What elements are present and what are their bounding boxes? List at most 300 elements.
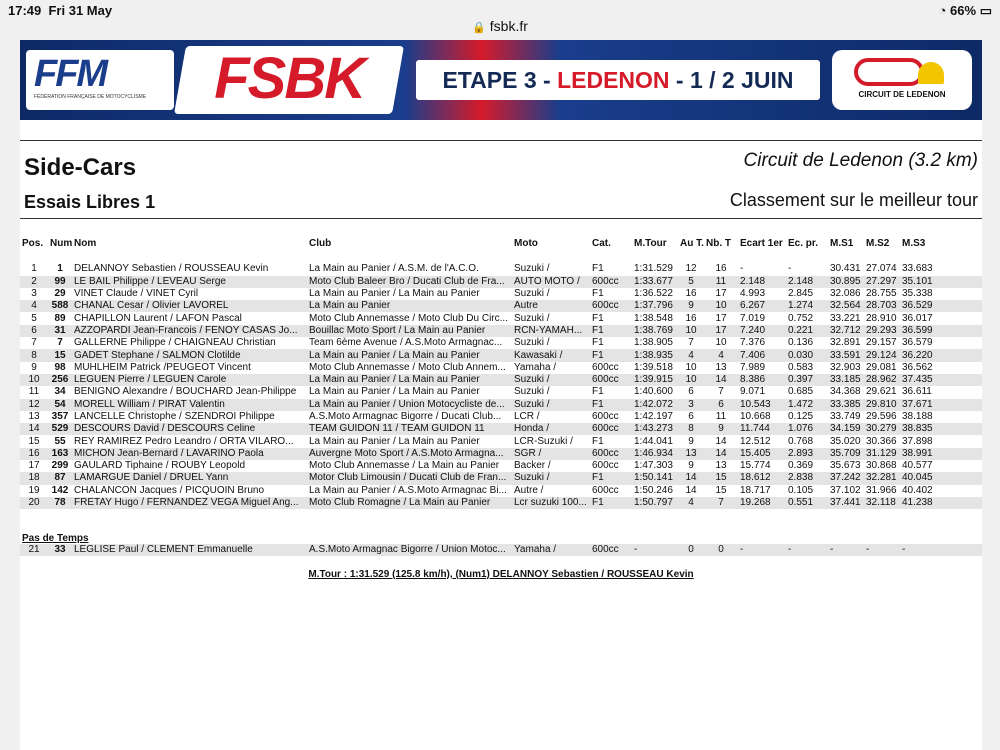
cell-cat: F1 xyxy=(590,399,632,411)
cell-best-lap: 1:50.141 xyxy=(632,472,678,484)
cell-pos: 12 xyxy=(20,399,48,411)
cell-pos: 4 xyxy=(20,300,48,312)
cell-club: La Main au Panier / A.S.M. de l'A.C.O. xyxy=(309,263,479,275)
cell-best-s1: 32.903 xyxy=(830,361,861,373)
cell-gap-first: 15.405 xyxy=(738,448,786,460)
table-row xyxy=(20,337,982,349)
cell-gap-prev: 0.221 xyxy=(786,325,828,337)
cell-lap-of-best: 9 xyxy=(678,300,704,312)
cell-lap-of-best: 3 xyxy=(678,399,704,411)
cell-club: Bouillac Moto Sport / La Main au Panier xyxy=(307,325,512,337)
cell-gap-prev: 1.274 xyxy=(786,300,828,312)
cell-num: 299 xyxy=(51,460,69,472)
cell-pos: 10 xyxy=(20,374,48,386)
cell-num: 99 xyxy=(48,276,72,288)
cell-cat: 600cc xyxy=(590,276,632,288)
column-header-club: Club xyxy=(309,237,332,249)
cell-best-s3: 38.188 xyxy=(902,411,933,422)
cell-num: 588 xyxy=(48,300,72,312)
cell-club: La Main au Panier / La Main au Panier xyxy=(309,435,480,447)
cell-best-s2: 29.621 xyxy=(866,386,897,398)
cell-lap-of-best: 10 xyxy=(678,325,704,337)
cell-lap-of-best: 16 xyxy=(685,288,697,300)
cell-moto: Autre xyxy=(512,300,590,312)
cell-num: 55 xyxy=(54,435,66,447)
cell-cat: F1 xyxy=(590,497,632,509)
battery-icon: ▭ xyxy=(979,3,992,18)
cell-best-s2: 29.596 xyxy=(866,411,897,422)
cell-best-lap: 1:38.905 xyxy=(634,337,673,349)
cell-best-s3: 41.238 xyxy=(900,497,936,509)
cell-best-lap: 1:46.934 xyxy=(632,448,678,460)
no-time-heading: Pas de Temps xyxy=(22,533,89,544)
cell-pos: 5 xyxy=(31,312,37,324)
cell-gap-prev: 0.583 xyxy=(788,361,814,373)
cell-best-lap: - xyxy=(632,544,678,556)
cell-best-lap: 1:50.246 xyxy=(634,484,673,496)
cell-lap-of-best: 4 xyxy=(678,497,704,509)
cell-laps: 14 xyxy=(715,435,727,447)
cell-num: 7 xyxy=(57,337,63,349)
cell-best-s1: 32.891 xyxy=(830,337,861,349)
event-dates: - 1 / 2 JUIN xyxy=(669,67,794,93)
cell-best-s2: 29.293 xyxy=(864,325,900,337)
clock: 17:49 xyxy=(8,3,42,18)
table-row xyxy=(20,276,982,288)
cell-laps: 10 xyxy=(715,337,727,349)
cell-best-s3: 38.991 xyxy=(900,448,936,460)
cell-moto: Honda / xyxy=(512,423,590,435)
cell-num: 78 xyxy=(48,497,72,509)
cell-lap-of-best: 16 xyxy=(685,312,697,324)
cell-pos: 19 xyxy=(28,484,40,496)
cell-name: AZZOPARDI Jean-Francois / FENOY CASAS Jo... xyxy=(72,325,307,337)
cell-moto: LCR-Suzuki / xyxy=(514,435,573,447)
circuit-logo xyxy=(832,50,972,110)
cell-num: 34 xyxy=(54,386,66,398)
table-row xyxy=(20,312,982,324)
cell-name: LAMARGUE Daniel / DRUEL Yann xyxy=(72,472,307,484)
cell-num: 87 xyxy=(48,472,72,484)
cell-club: La Main au Panier xyxy=(307,300,512,312)
cell-gap-first: 7.989 xyxy=(740,361,766,373)
cell-moto: Yamaha / xyxy=(512,544,590,556)
cell-gap-prev: 0.768 xyxy=(788,435,814,447)
cell-best-s3: 37.898 xyxy=(902,435,933,447)
table-row xyxy=(20,485,982,497)
circuit-track-icon xyxy=(854,58,924,86)
cell-best-lap: 1:43.273 xyxy=(632,423,678,435)
cell-best-s2: 32.118 xyxy=(864,497,900,509)
cell-laps: 9 xyxy=(704,423,738,435)
cell-best-s3: 36.562 xyxy=(902,361,933,373)
cell-laps: 17 xyxy=(704,325,738,337)
session-title: Essais Libres 1 xyxy=(24,192,156,212)
table-row xyxy=(20,448,982,460)
cell-gap-prev: 0.125 xyxy=(788,411,814,422)
cell-cat: F1 xyxy=(590,472,632,484)
cell-cat: 600cc xyxy=(592,484,619,496)
cell-pos: 13 xyxy=(28,411,40,422)
divider xyxy=(20,218,982,219)
table-row xyxy=(20,300,982,312)
cell-moto: Suzuki / xyxy=(512,374,590,386)
cell-best-s3: 40.045 xyxy=(900,472,936,484)
cell-best-lap: 1:31.529 xyxy=(634,263,673,275)
cell-name: BENIGNO Alexandre / BOUCHARD Jean-Philippe xyxy=(74,386,297,398)
column-header-laps: Nb. T xyxy=(706,237,731,249)
cell-laps: 13 xyxy=(715,460,727,472)
cell-best-lap: 1:42.072 xyxy=(632,399,678,411)
cell-gap-first: 7.019 xyxy=(740,312,766,324)
cell-gap-prev: - xyxy=(786,544,828,556)
cell-gap-prev: 2.148 xyxy=(786,276,828,288)
table-row xyxy=(20,423,982,435)
cell-laps: 15 xyxy=(704,472,738,484)
cell-lap-of-best: 7 xyxy=(688,337,694,349)
cell-name: LEGLISE Paul / CLEMENT Emmanuelle xyxy=(72,544,307,556)
cell-gap-first: 7.240 xyxy=(738,325,786,337)
table-row xyxy=(20,435,982,447)
cell-gap-first: 18.612 xyxy=(738,472,786,484)
cell-best-s3: 36.220 xyxy=(900,349,936,361)
cell-laps: 13 xyxy=(715,361,727,373)
cell-num: 29 xyxy=(54,288,66,300)
cell-laps: 10 xyxy=(704,300,738,312)
cell-best-s1: 34.368 xyxy=(830,386,861,398)
cell-lap-of-best: 10 xyxy=(685,361,697,373)
cell-gap-prev: 0.551 xyxy=(786,497,828,509)
cell-name: LEGUEN Pierre / LEGUEN Carole xyxy=(72,374,307,386)
lock-icon: 🔒 xyxy=(472,22,486,34)
battery-level: 66% xyxy=(950,3,977,18)
cell-club: Moto Club Annemasse / Moto Club Du Circ... xyxy=(309,312,508,324)
cell-gap-first: 10.668 xyxy=(740,411,771,422)
cell-laps: 11 xyxy=(715,411,727,422)
column-header-best-s2: M.S2 xyxy=(866,237,890,249)
cell-best-s3: 37.435 xyxy=(900,374,936,386)
cell-moto: Suzuki / xyxy=(514,312,550,324)
cell-best-s1: 32.712 xyxy=(828,325,864,337)
event-banner xyxy=(20,40,982,120)
cell-pos: 18 xyxy=(20,472,48,484)
cell-moto: RCN-YAMAH... xyxy=(512,325,590,337)
cell-name: GAULARD Tiphaine / ROUBY Leopold xyxy=(74,460,246,472)
cell-lap-of-best: 4 xyxy=(678,349,704,361)
cell-num: 529 xyxy=(48,423,72,435)
column-header-best-s1: M.S1 xyxy=(830,237,854,249)
cell-best-s3: 36.611 xyxy=(902,386,932,398)
url-text: fsbk.fr xyxy=(489,18,528,34)
table-header-row xyxy=(20,235,982,251)
cell-name: MICHON Jean-Bernard / LAVARINO Paola xyxy=(72,448,307,460)
cell-cat: 600cc xyxy=(590,374,632,386)
column-header-lap-of-best: Au T. xyxy=(680,237,704,249)
cell-name: MORELL William / PIRAT Valentin xyxy=(72,399,307,411)
cell-moto: Kawasaki / xyxy=(512,349,590,361)
cell-num: 31 xyxy=(48,325,72,337)
cell-lap-of-best: 14 xyxy=(678,472,704,484)
cell-moto: Suzuki / xyxy=(514,288,550,300)
cell-gap-first: 15.774 xyxy=(740,460,771,472)
cell-moto: SGR / xyxy=(512,448,590,460)
cell-club: Team 6ème Avenue / A.S.Moto Armagnac... xyxy=(309,337,503,349)
cell-best-lap: 1:37.796 xyxy=(632,300,678,312)
column-header-pos: Pos. xyxy=(22,237,44,249)
cell-cat: F1 xyxy=(592,263,604,275)
cell-best-lap: 1:38.935 xyxy=(632,349,678,361)
cell-club: A.S.Moto Armagnac Bigorre / Union Motoc... xyxy=(307,544,512,556)
cell-best-s1: 32.564 xyxy=(828,300,864,312)
column-header-best-lap: M.Tour xyxy=(634,237,667,249)
cell-gap-first: 12.512 xyxy=(740,435,771,447)
column-header-num: Num xyxy=(50,237,73,249)
cell-best-s2: - xyxy=(864,544,900,556)
cell-best-s1: 30.431 xyxy=(830,263,861,275)
cell-num: 54 xyxy=(48,399,72,411)
best-lap-summary: M.Tour : 1:31.529 (125.8 km/h), (Num1) DELANNOY Sebastien / ROUSSEAU Kevin xyxy=(308,569,694,580)
cell-best-s1: 30.895 xyxy=(828,276,864,288)
cell-best-s2: 28.962 xyxy=(864,374,900,386)
cell-moto: AUTO MOTO / xyxy=(512,276,590,288)
cell-best-lap: 1:38.769 xyxy=(632,325,678,337)
cell-num: 89 xyxy=(54,312,66,324)
cell-lap-of-best: 14 xyxy=(685,484,697,496)
cell-best-lap: 1:36.522 xyxy=(634,288,673,300)
cell-gap-first: 11.744 xyxy=(738,423,786,435)
cell-cat: F1 xyxy=(592,435,604,447)
cell-pos: 7 xyxy=(31,337,37,349)
table-row xyxy=(20,411,982,423)
cell-pos: 16 xyxy=(20,448,48,460)
cell-gap-prev: 2.893 xyxy=(786,448,828,460)
cell-pos: 11 xyxy=(28,386,40,398)
cell-best-s2: 28.755 xyxy=(866,288,897,300)
circuit-name: Circuit de Ledenon (3.2 km) xyxy=(743,150,978,171)
table-row xyxy=(20,544,982,556)
cell-best-s3: - xyxy=(900,544,936,556)
cell-laps: 16 xyxy=(715,263,727,275)
cell-best-s3: 33.683 xyxy=(902,263,933,275)
cell-best-lap: 1:39.518 xyxy=(634,361,673,373)
cell-num: 142 xyxy=(51,484,69,496)
cell-name: CHALANCON Jacques / PICQUOIN Bruno xyxy=(74,484,265,496)
cell-moto: Suzuki / xyxy=(512,472,590,484)
cell-best-s2: 30.279 xyxy=(864,423,900,435)
cell-name: GADET Stephane / SALMON Clotilde xyxy=(72,349,307,361)
cell-gap-first: - xyxy=(738,544,786,556)
cell-gap-prev: 2.838 xyxy=(786,472,828,484)
cell-lap-of-best: 9 xyxy=(688,460,694,472)
cell-best-s3: 36.017 xyxy=(902,312,933,324)
cell-name: CHANAL Cesar / Olivier LAVOREL xyxy=(72,300,307,312)
cell-best-s2: 31.129 xyxy=(864,448,900,460)
cell-club: La Main au Panier / Union Motocycliste de... xyxy=(307,399,512,411)
ffm-logo xyxy=(26,50,174,110)
cell-club: La Main au Panier / A.S.Moto Armagnac Bi... xyxy=(309,484,507,496)
cell-pos: 6 xyxy=(20,325,48,337)
cell-laps: 17 xyxy=(715,288,727,300)
cell-club: Moto Club Annemasse / Moto Club Annem... xyxy=(309,361,506,373)
cell-cat: F1 xyxy=(592,312,604,324)
cell-best-lap: 1:50.797 xyxy=(632,497,678,509)
cell-laps: 15 xyxy=(715,484,727,496)
cell-lap-of-best: 10 xyxy=(678,374,704,386)
cell-best-s2: 27.297 xyxy=(864,276,900,288)
cell-best-s3: 36.599 xyxy=(900,325,936,337)
category-title: Side-Cars xyxy=(24,154,137,181)
cell-best-s2: 27.074 xyxy=(866,263,897,275)
cell-pos: 14 xyxy=(20,423,48,435)
cell-cat: 600cc xyxy=(590,544,632,556)
cell-num: 1 xyxy=(57,263,63,275)
cell-lap-of-best: 8 xyxy=(678,423,704,435)
ffm-logo-text: FFM xyxy=(34,53,107,95)
cell-gap-prev: 0.369 xyxy=(788,460,814,472)
cell-moto: Suzuki / xyxy=(512,399,590,411)
table-row xyxy=(20,263,982,275)
cell-gap-first: 10.543 xyxy=(738,399,786,411)
cell-best-s3: 40.402 xyxy=(902,484,933,496)
cell-best-s2: 29.157 xyxy=(866,337,897,349)
cell-gap-first: 7.376 xyxy=(740,337,766,349)
event-stage: ETAPE 3 - xyxy=(442,67,558,93)
column-header-gap-prev: Ec. pr. xyxy=(788,237,819,249)
cell-cat: F1 xyxy=(592,386,604,398)
address-bar[interactable] xyxy=(0,14,1000,40)
cell-gap-first: 8.386 xyxy=(738,374,786,386)
event-venue: LEDENON xyxy=(557,67,670,93)
cell-club: Auvergne Moto Sport / A.S.Moto Armagna... xyxy=(307,448,512,460)
table-row xyxy=(20,374,982,386)
cell-name: MUHLHEIM Patrick /PEUGEOT Vincent xyxy=(74,361,251,373)
cell-best-s2: 30.868 xyxy=(866,460,897,472)
cell-cat: 600cc xyxy=(590,448,632,460)
cell-best-s1: 33.749 xyxy=(830,411,861,422)
cell-laps: 14 xyxy=(704,374,738,386)
cell-lap-of-best: 9 xyxy=(688,435,694,447)
cell-lap-of-best: 6 xyxy=(688,411,694,422)
cell-num: 33 xyxy=(48,544,72,556)
cell-gap-prev: 1.472 xyxy=(786,399,828,411)
column-header-moto: Moto xyxy=(514,237,538,249)
table-row xyxy=(20,288,982,300)
column-header-gap-first: Ecart 1er xyxy=(740,237,783,249)
cell-moto: Autre / xyxy=(514,484,544,496)
table-row xyxy=(20,460,982,472)
cell-club: A.S.Moto Armagnac Bigorre / Ducati Club... xyxy=(309,411,502,422)
cell-club: La Main au Panier / La Main au Panier xyxy=(309,386,480,398)
cell-best-s3: 37.671 xyxy=(900,399,936,411)
cell-name: DESCOURS David / DESCOURS Celine xyxy=(72,423,307,435)
cell-best-s1: 33.591 xyxy=(828,349,864,361)
cell-lap-of-best: 0 xyxy=(678,544,704,556)
ranking-method: Classement sur le meilleur tour xyxy=(729,190,978,210)
cell-gap-prev: - xyxy=(788,263,792,275)
cell-gap-first: 7.406 xyxy=(738,349,786,361)
cell-cat: F1 xyxy=(592,288,604,300)
cell-cat: 600cc xyxy=(592,361,619,373)
no-time-table xyxy=(20,544,982,556)
cell-name: VINET Claude / VINET Cyril xyxy=(74,288,199,300)
cell-name: REY RAMIREZ Pedro Leandro / ORTA VILARO... xyxy=(74,435,294,447)
column-header-name: Nom xyxy=(74,237,97,249)
table-row xyxy=(20,362,982,374)
cell-best-s1: - xyxy=(828,544,864,556)
cell-best-s2: 29.124 xyxy=(864,349,900,361)
column-header-best-s3: M.S3 xyxy=(902,237,926,249)
fsbk-logo xyxy=(174,46,404,114)
cell-num: 98 xyxy=(54,361,66,373)
results-table xyxy=(20,235,982,509)
event-title xyxy=(416,60,820,100)
results-page xyxy=(20,40,982,750)
cell-laps: 14 xyxy=(704,448,738,460)
cell-pos: 20 xyxy=(20,497,48,509)
cell-pos: 2 xyxy=(20,276,48,288)
cell-num: 15 xyxy=(48,349,72,361)
cell-name: GALLERNE Philippe / CHAIGNEAU Christian xyxy=(74,337,276,349)
cell-club: Moto Club Annemasse / La Main au Panier xyxy=(309,460,500,472)
cell-club: Moto Club Romagne / La Main au Panier xyxy=(307,497,512,509)
cell-club: Moto Club Baleer Bro / Ducati Club de Fra... xyxy=(307,276,512,288)
cell-best-s2: 32.281 xyxy=(864,472,900,484)
table-row xyxy=(20,349,982,361)
cell-best-s1: 33.185 xyxy=(828,374,864,386)
cell-best-s2: 28.703 xyxy=(864,300,900,312)
cell-pos: 21 xyxy=(20,544,48,556)
cell-cat: F1 xyxy=(590,349,632,361)
cell-best-lap: 1:40.600 xyxy=(634,386,673,398)
cell-gap-prev: 0.030 xyxy=(786,349,828,361)
cell-pos: 17 xyxy=(28,460,40,472)
cell-club: La Main au Panier / La Main au Panier xyxy=(309,288,480,300)
cell-gap-prev: 0.685 xyxy=(788,386,814,398)
cell-gap-prev: 1.076 xyxy=(786,423,828,435)
cell-moto: Suzuki / xyxy=(514,386,550,398)
cell-best-s1: 35.673 xyxy=(830,460,861,472)
cell-moto: LCR / xyxy=(514,411,540,422)
cell-gap-prev: 0.397 xyxy=(786,374,828,386)
cell-best-s3: 40.577 xyxy=(902,460,933,472)
cell-cat: 600cc xyxy=(592,460,619,472)
cell-laps: 4 xyxy=(704,349,738,361)
date: Fri 31 May xyxy=(48,3,113,18)
cell-best-s1: 37.102 xyxy=(830,484,861,496)
cell-best-lap: 1:47.303 xyxy=(634,460,673,472)
cell-club: TEAM GUIDON 11 / TEAM GUIDON 11 xyxy=(307,423,512,435)
cell-name: LE BAIL Philippe / LEVEAU Serge xyxy=(72,276,307,288)
cell-moto: Suzuki / xyxy=(514,337,550,349)
cell-best-s3: 35.101 xyxy=(900,276,936,288)
cell-best-s2: 31.966 xyxy=(866,484,897,496)
cell-best-s1: 35.709 xyxy=(828,448,864,460)
cell-best-s1: 34.159 xyxy=(828,423,864,435)
table-row xyxy=(20,325,982,337)
cell-laps: 11 xyxy=(704,276,738,288)
cell-best-lap: 1:42.197 xyxy=(634,411,673,422)
spacer-row xyxy=(20,251,982,263)
cell-moto: Yamaha / xyxy=(514,361,557,373)
cell-best-s1: 33.221 xyxy=(830,312,861,324)
cell-gap-prev: 0.136 xyxy=(788,337,814,349)
cell-gap-first: 19.268 xyxy=(738,497,786,509)
cell-gap-first: 2.148 xyxy=(738,276,786,288)
cell-name: FRETAY Hugo / FERNANDEZ VEGA Miguel Ang... xyxy=(72,497,307,509)
cell-gap-first: - xyxy=(740,263,744,275)
wifi-icon: ◔ xyxy=(938,3,947,18)
table-row xyxy=(20,472,982,484)
